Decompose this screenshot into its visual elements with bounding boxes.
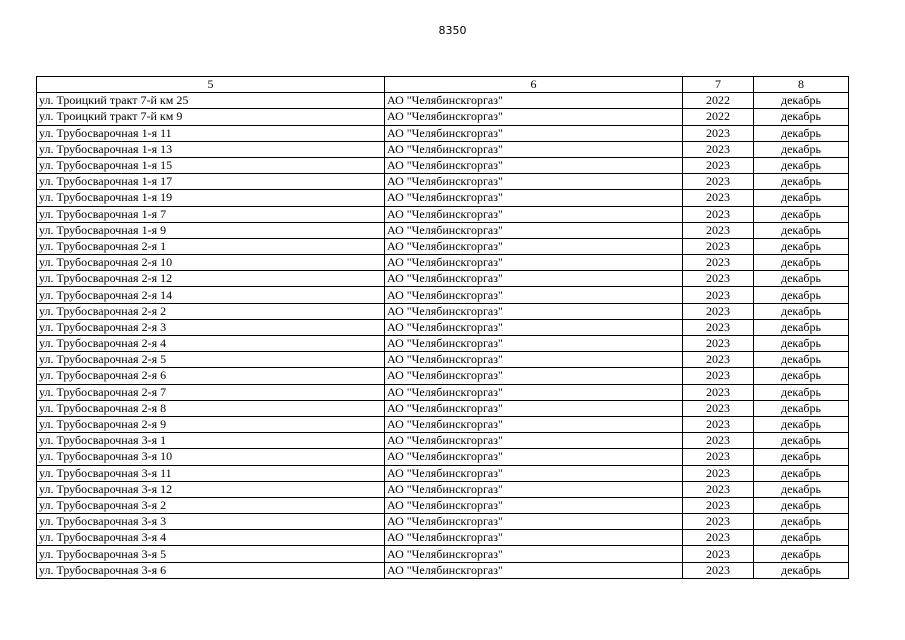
- table-row: [37, 109, 849, 125]
- year-cell: 2023: [683, 400, 754, 416]
- street-cell: ул. Трубосварочная 2-я 12: [37, 271, 385, 287]
- month-cell: декабрь: [754, 125, 849, 141]
- organization-cell: АО "Челябинскгоргаз": [385, 271, 683, 287]
- table-row: [37, 125, 849, 141]
- year-cell: 2023: [683, 157, 754, 173]
- organization-cell: АО "Челябинскгоргаз": [385, 109, 683, 125]
- street-cell: ул. Трубосварочная 1-я 17: [37, 174, 385, 190]
- month-cell: декабрь: [754, 93, 849, 109]
- street-cell: ул. Трубосварочная 3-я 3: [37, 514, 385, 530]
- organization-cell: АО "Челябинскгоргаз": [385, 530, 683, 546]
- table-row: [37, 530, 849, 546]
- table-row: [37, 546, 849, 562]
- year-cell: 2023: [683, 336, 754, 352]
- month-cell: декабрь: [754, 141, 849, 157]
- table-row: [37, 449, 849, 465]
- month-cell: декабрь: [754, 497, 849, 513]
- organization-cell: АО "Челябинскгоргаз": [385, 449, 683, 465]
- table-row: [37, 336, 849, 352]
- street-cell: ул. Трубосварочная 2-я 8: [37, 400, 385, 416]
- year-cell: 2023: [683, 206, 754, 222]
- street-cell: ул. Троицкий тракт 7-й км 9: [37, 109, 385, 125]
- year-cell: 2023: [683, 125, 754, 141]
- street-cell: ул. Трубосварочная 2-я 2: [37, 303, 385, 319]
- year-cell: 2023: [683, 530, 754, 546]
- organization-cell: АО "Челябинскгоргаз": [385, 287, 683, 303]
- street-cell: ул. Троицкий тракт 7-й км 25: [37, 93, 385, 109]
- organization-cell: АО "Челябинскгоргаз": [385, 238, 683, 254]
- organization-cell: АО "Челябинскгоргаз": [385, 255, 683, 271]
- organization-cell: АО "Челябинскгоргаз": [385, 465, 683, 481]
- year-cell: 2023: [683, 271, 754, 287]
- organization-cell: АО "Челябинскгоргаз": [385, 368, 683, 384]
- month-cell: декабрь: [754, 514, 849, 530]
- month-cell: декабрь: [754, 449, 849, 465]
- street-cell: ул. Трубосварочная 2-я 10: [37, 255, 385, 271]
- month-cell: декабрь: [754, 368, 849, 384]
- table-row: [37, 174, 849, 190]
- year-cell: 2023: [683, 255, 754, 271]
- month-cell: декабрь: [754, 174, 849, 190]
- organization-cell: АО "Челябинскгоргаз": [385, 141, 683, 157]
- table-row: [37, 481, 849, 497]
- organization-cell: АО "Челябинскгоргаз": [385, 206, 683, 222]
- month-cell: декабрь: [754, 465, 849, 481]
- street-cell: ул. Трубосварочная 3-я 10: [37, 449, 385, 465]
- data-table: [36, 76, 849, 579]
- organization-cell: АО "Челябинскгоргаз": [385, 93, 683, 109]
- month-cell: декабрь: [754, 238, 849, 254]
- street-cell: ул. Трубосварочная 1-я 13: [37, 141, 385, 157]
- year-cell: 2023: [683, 174, 754, 190]
- month-cell: декабрь: [754, 222, 849, 238]
- month-cell: декабрь: [754, 271, 849, 287]
- organization-cell: АО "Челябинскгоргаз": [385, 174, 683, 190]
- table-row: [37, 416, 849, 432]
- month-cell: декабрь: [754, 433, 849, 449]
- year-cell: 2023: [683, 303, 754, 319]
- month-cell: декабрь: [754, 206, 849, 222]
- column-header-5: 5: [37, 77, 385, 93]
- year-cell: 2023: [683, 368, 754, 384]
- street-cell: ул. Трубосварочная 2-я 4: [37, 336, 385, 352]
- table-row: [37, 368, 849, 384]
- year-cell: 2023: [683, 141, 754, 157]
- street-cell: ул. Трубосварочная 1-я 15: [37, 157, 385, 173]
- month-cell: декабрь: [754, 384, 849, 400]
- street-cell: ул. Трубосварочная 1-я 9: [37, 222, 385, 238]
- organization-cell: АО "Челябинскгоргаз": [385, 336, 683, 352]
- year-cell: 2023: [683, 287, 754, 303]
- month-cell: декабрь: [754, 319, 849, 335]
- street-cell: ул. Трубосварочная 1-я 7: [37, 206, 385, 222]
- month-cell: декабрь: [754, 530, 849, 546]
- table-row: [37, 190, 849, 206]
- year-cell: 2023: [683, 190, 754, 206]
- street-cell: ул. Трубосварочная 2-я 3: [37, 319, 385, 335]
- month-cell: декабрь: [754, 157, 849, 173]
- column-header-8: 8: [754, 77, 849, 93]
- street-cell: ул. Трубосварочная 2-я 7: [37, 384, 385, 400]
- organization-cell: АО "Челябинскгоргаз": [385, 352, 683, 368]
- table-row: [37, 255, 849, 271]
- year-cell: 2023: [683, 449, 754, 465]
- street-cell: ул. Трубосварочная 3-я 12: [37, 481, 385, 497]
- year-cell: 2023: [683, 562, 754, 578]
- street-cell: ул. Трубосварочная 2-я 6: [37, 368, 385, 384]
- page-number: 8350: [438, 24, 467, 37]
- year-cell: 2023: [683, 546, 754, 562]
- month-cell: декабрь: [754, 352, 849, 368]
- street-cell: ул. Трубосварочная 2-я 14: [37, 287, 385, 303]
- organization-cell: АО "Челябинскгоргаз": [385, 125, 683, 141]
- year-cell: 2023: [683, 433, 754, 449]
- table-row: [37, 562, 849, 578]
- header-row: [37, 77, 849, 93]
- table-row: [37, 222, 849, 238]
- organization-cell: АО "Челябинскгоргаз": [385, 222, 683, 238]
- year-cell: 2022: [683, 109, 754, 125]
- organization-cell: АО "Челябинскгоргаз": [385, 157, 683, 173]
- month-cell: декабрь: [754, 400, 849, 416]
- table-row: [37, 157, 849, 173]
- year-cell: 2023: [683, 384, 754, 400]
- month-cell: декабрь: [754, 416, 849, 432]
- organization-cell: АО "Челябинскгоргаз": [385, 400, 683, 416]
- street-cell: ул. Трубосварочная 3-я 11: [37, 465, 385, 481]
- street-cell: ул. Трубосварочная 3-я 5: [37, 546, 385, 562]
- month-cell: декабрь: [754, 481, 849, 497]
- year-cell: 2023: [683, 497, 754, 513]
- organization-cell: АО "Челябинскгоргаз": [385, 190, 683, 206]
- organization-cell: АО "Челябинскгоргаз": [385, 416, 683, 432]
- table-row: [37, 238, 849, 254]
- year-cell: 2022: [683, 93, 754, 109]
- table-row: [37, 514, 849, 530]
- table-row: [37, 271, 849, 287]
- table-row: [37, 400, 849, 416]
- table-row: [37, 141, 849, 157]
- month-cell: декабрь: [754, 562, 849, 578]
- month-cell: декабрь: [754, 546, 849, 562]
- year-cell: 2023: [683, 514, 754, 530]
- column-header-6: 6: [385, 77, 683, 93]
- month-cell: декабрь: [754, 336, 849, 352]
- organization-cell: АО "Челябинскгоргаз": [385, 319, 683, 335]
- month-cell: декабрь: [754, 255, 849, 271]
- organization-cell: АО "Челябинскгоргаз": [385, 433, 683, 449]
- organization-cell: АО "Челябинскгоргаз": [385, 514, 683, 530]
- organization-cell: АО "Челябинскгоргаз": [385, 303, 683, 319]
- table-row: [37, 497, 849, 513]
- year-cell: 2023: [683, 465, 754, 481]
- street-cell: ул. Трубосварочная 2-я 1: [37, 238, 385, 254]
- table-row: [37, 303, 849, 319]
- street-cell: ул. Трубосварочная 3-я 4: [37, 530, 385, 546]
- table-row: [37, 206, 849, 222]
- table-body: [37, 93, 849, 579]
- table-row: [37, 287, 849, 303]
- street-cell: ул. Трубосварочная 3-я 2: [37, 497, 385, 513]
- street-cell: ул. Трубосварочная 3-я 1: [37, 433, 385, 449]
- year-cell: 2023: [683, 238, 754, 254]
- year-cell: 2023: [683, 222, 754, 238]
- organization-cell: АО "Челябинскгоргаз": [385, 546, 683, 562]
- street-cell: ул. Трубосварочная 1-я 19: [37, 190, 385, 206]
- table-row: [37, 465, 849, 481]
- street-cell: ул. Трубосварочная 2-я 9: [37, 416, 385, 432]
- street-cell: ул. Трубосварочная 1-я 11: [37, 125, 385, 141]
- month-cell: декабрь: [754, 287, 849, 303]
- table-row: [37, 352, 849, 368]
- table-row: [37, 433, 849, 449]
- organization-cell: АО "Челябинскгоргаз": [385, 384, 683, 400]
- street-cell: ул. Трубосварочная 2-я 5: [37, 352, 385, 368]
- organization-cell: АО "Челябинскгоргаз": [385, 497, 683, 513]
- organization-cell: АО "Челябинскгоргаз": [385, 481, 683, 497]
- column-header-7: 7: [683, 77, 754, 93]
- street-cell: ул. Трубосварочная 3-я 6: [37, 562, 385, 578]
- year-cell: 2023: [683, 481, 754, 497]
- year-cell: 2023: [683, 319, 754, 335]
- year-cell: 2023: [683, 416, 754, 432]
- year-cell: 2023: [683, 352, 754, 368]
- organization-cell: АО "Челябинскгоргаз": [385, 562, 683, 578]
- month-cell: декабрь: [754, 303, 849, 319]
- month-cell: декабрь: [754, 190, 849, 206]
- table-row: [37, 93, 849, 109]
- table-row: [37, 319, 849, 335]
- month-cell: декабрь: [754, 109, 849, 125]
- table-row: [37, 384, 849, 400]
